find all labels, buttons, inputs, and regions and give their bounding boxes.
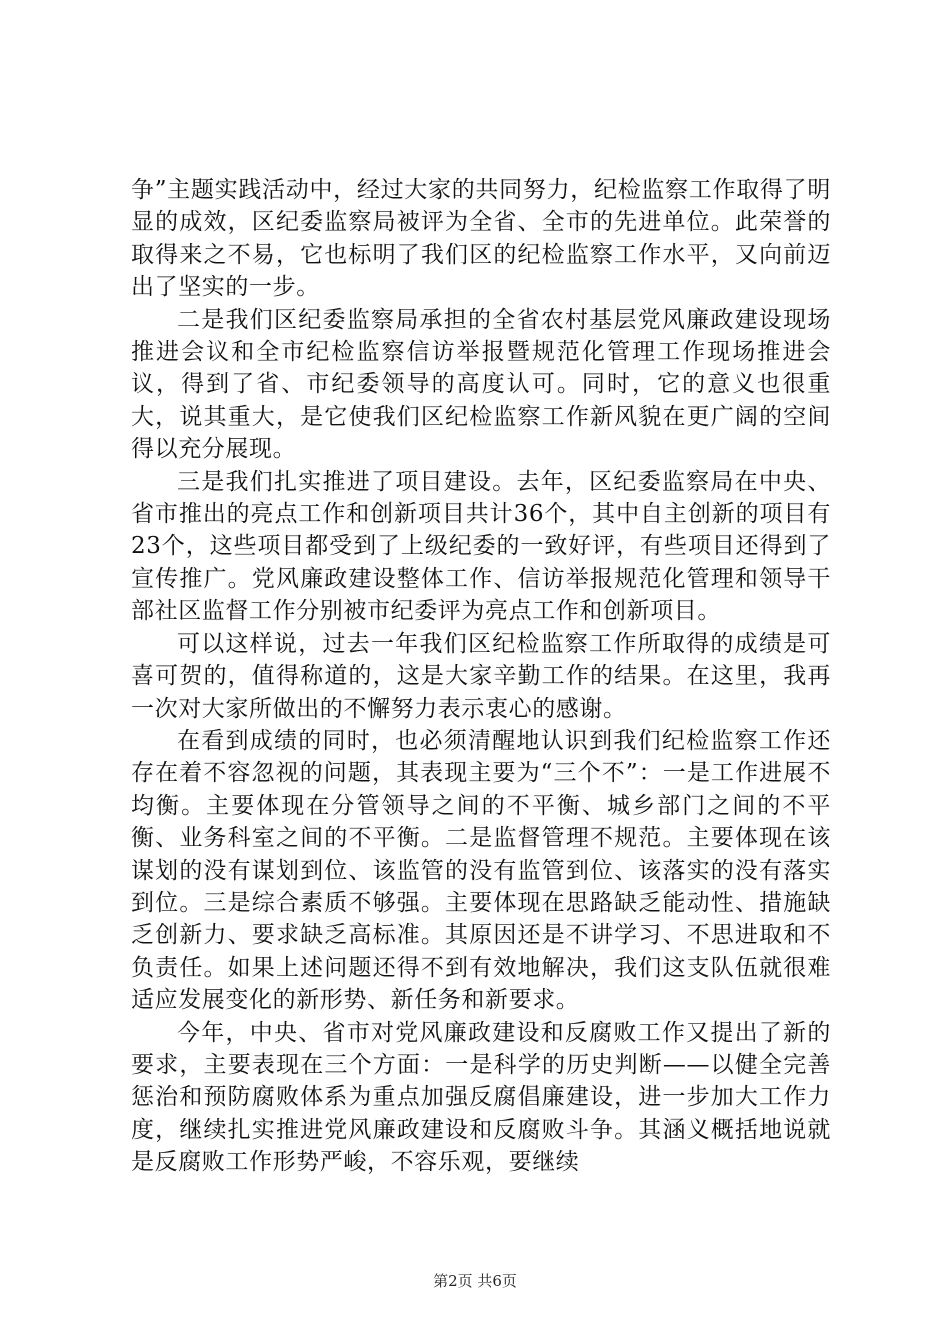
paragraph: 可以这样说，过去一年我们区纪检监察工作所取得的成绩是可喜可贺的，值得称道的，这是大家辛勤工作的结果。在这里，我再一次对大家所做出的不懈努力表示衷心的感谢。 <box>131 630 831 722</box>
paragraph: 三是我们扎实推进了项目建设。去年，区纪委监察局在中央、省市推出的亮点工作和创新项目共计36个，其中自主创新的项目有23个，这些项目都受到了上级纪委的一致好评，有些项目还得到了宣传推广。党风廉政建设整体工作、信访举报规范化管理和领导干部社区监督工作分别被市纪委评为亮点工作和创新项目。 <box>131 468 831 625</box>
page-number: 第2页 共6页 <box>433 1272 517 1290</box>
page-footer <box>0 1270 950 1291</box>
paragraph: 今年，中央、省市对党风廉政建设和反腐败工作又提出了新的要求，主要表现在三个方面：一是科学的历史判断——以健全完善惩治和预防腐败体系为重点加强反腐倡廉建设，进一步加大工作力度，继续扎实推进党风廉政建设和反腐败斗争。其涵义概括地说就是反腐败工作形势严峻，不容乐观，要继续 <box>131 1019 831 1176</box>
paragraph: 二是我们区纪委监察局承担的全省农村基层党风廉政建设现场推进会议和全市纪检监察信访举报暨规范化管理工作现场推进会议，得到了省、市纪委领导的高度认可。同时，它的意义也很重大，说其重大，是它使我们区纪检监察工作新风貌在更广阔的空间得以充分展现。 <box>131 306 831 463</box>
document-body <box>131 174 831 1179</box>
paragraph: 在看到成绩的同时，也必须清醒地认识到我们纪检监察工作还存在着不容忽视的问题，其表现主要为“三个不”：一是工作进展不均衡。主要体现在分管领导之间的不平衡、城乡部门之间的不平衡、业务科室之间的不平衡。二是监督管理不规范。主要体现在该谋划的没有谋划到位、该监管的没有监管到位、该落实的没有落实到位。三是综合素质不够强。主要体现在思路缺乏能动性、措施缺乏创新力、要求缺乏高标准。其原因还是不讲学习、不思进取和不负责任。如果上述问题还得不到有效地解决，我们这支队伍就很难适应发展变化的新形势、新任务和新要求。 <box>131 727 831 1014</box>
paragraph: 争”主题实践活动中，经过大家的共同努力，纪检监察工作取得了明显的成效，区纪委监察局被评为全省、全市的先进单位。此荣誉的取得来之不易，它也标明了我们区的纪检监察工作水平，又向前迈出了坚实的一步。 <box>131 177 831 301</box>
